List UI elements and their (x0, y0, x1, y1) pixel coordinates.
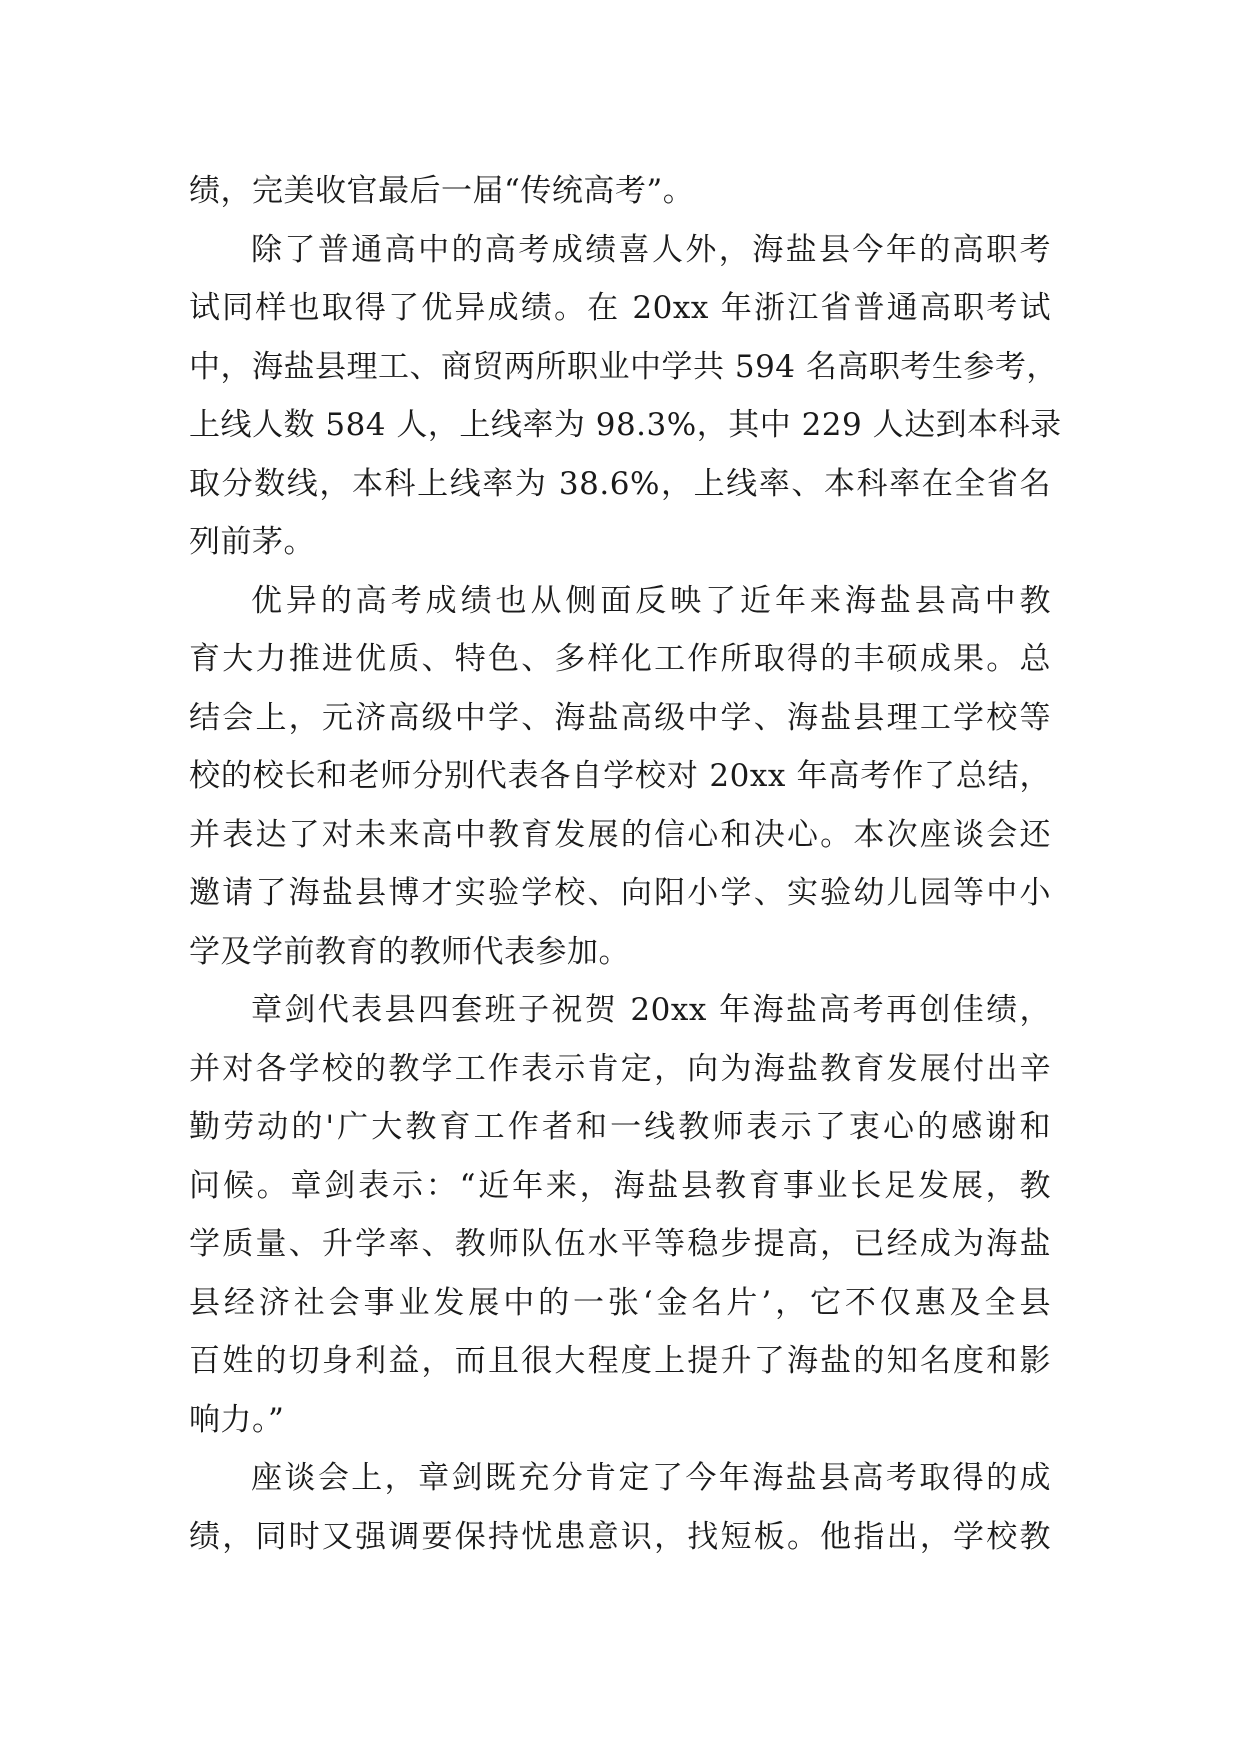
paragraph-2 (189, 221, 1062, 572)
text-line: 响力。” (189, 1401, 285, 1438)
text-line: 优异的高考成绩也从侧面反映了近年来海盐县高中教 (251, 582, 1051, 619)
text-line: 章剑代表县四套班子祝贺 20xx 年海盐高考再创佳绩， (251, 992, 1051, 1028)
text-line: 学及学前教育的教师代表参加。 (189, 933, 630, 970)
text-line: 列前茅。 (189, 524, 315, 560)
paragraph-3 (189, 572, 1051, 982)
text-line: 学质量、升学率、教师队伍水平等稳步提高，已经成为海盐 (189, 1226, 1051, 1262)
text-line: 问候。章剑表示：“近年来，海盐县教育事业长足发展，教 (189, 1167, 1051, 1204)
text-line: 勤劳动的'广大教育工作者和一线教师表示了衷心的感谢和 (189, 1109, 1051, 1145)
text-line: 上线人数 584 人，上线率为 98.3%，其中 229 人达到本科录 (189, 407, 1062, 443)
text-line: 中，海盐县理工、商贸两所职业中学共 594 名高职考生参考， (189, 348, 1058, 385)
text-line: 座谈会上，章剑既充分肯定了今年海盐县高考取得的成 (251, 1460, 1051, 1496)
text-line: 除了普通高中的高考成绩喜人外，海盐县今年的高职考 (251, 231, 1051, 268)
text-line: 邀请了海盐县博才实验学校、向阳小学、实验幼儿园等中小 (189, 875, 1051, 911)
text-line: 百姓的切身利益，而且很大程度上提升了海盐的知名度和影 (189, 1343, 1051, 1379)
paragraph-1 (189, 162, 1051, 221)
text-line: 取分数线，本科上线率为 38.6%，上线率、本科率在全省名 (189, 465, 1051, 502)
text-line: 校的校长和老师分别代表各自学校对 20xx 年高考作了总结， (189, 758, 1051, 794)
text-line: 并对各学校的教学工作表示肯定，向为海盐教育发展付出辛 (189, 1050, 1051, 1087)
text-line: 试同样也取得了优异成绩。在 20xx 年浙江省普通高职考试 (189, 290, 1051, 326)
text-line: 结会上，元济高级中学、海盐高级中学、海盐县理工学校等 (189, 699, 1051, 736)
text-line: 育大力推进优质、特色、多样化工作所取得的丰硕成果。总 (189, 641, 1051, 677)
document-body (189, 162, 1062, 1566)
text-line: 绩，同时又强调要保持忧患意识，找短板。他指出，学校教 (189, 1518, 1051, 1555)
paragraph-4 (189, 981, 1051, 1449)
text-line: 绩，完美收官最后一届“传统高考”。 (189, 173, 695, 209)
text-line: 县经济社会事业发展中的一张‘金名片’，它不仅惠及全县 (189, 1284, 1051, 1321)
paragraph-5 (189, 1449, 1051, 1566)
text-line: 并表达了对未来高中教育发展的信心和决心。本次座谈会还 (189, 816, 1051, 853)
